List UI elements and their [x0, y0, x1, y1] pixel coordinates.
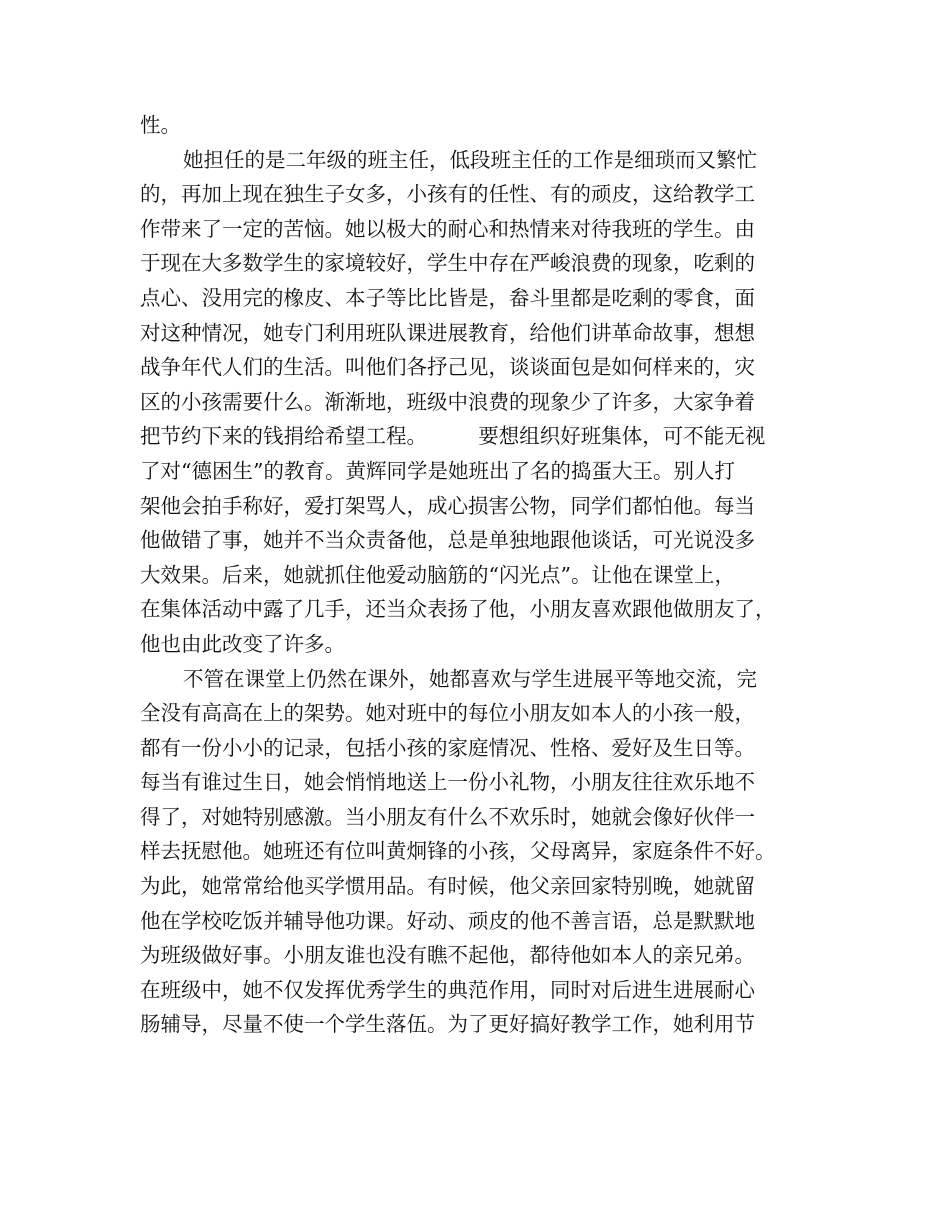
text-line: 得了，对她特别感激。当小朋友有什么不欢乐时，她就会像好伙伴一 [140, 804, 755, 829]
text-line: 的，再加上现在独生子女多，小孩有的任性、有的顽皮，这给教学工 [140, 182, 755, 207]
text-line: 他做错了事，她并不当众责备他，总是单独地跟他谈话，可光说没多 [140, 528, 755, 553]
text-line: 全没有高高在上的架势。她对班中的每位小朋友如本人的小孩一般， [140, 701, 755, 726]
text-line: 区的小孩需要什么。渐渐地，班级中浪费的现象少了许多，大家争着 [140, 389, 755, 414]
text-line: 为班级做好事。小朋友谁也没有瞧不起他，都待他如本人的亲兄弟。 [140, 943, 755, 968]
text-line: 大效果。后来，她就抓住他爱动脑筋的“闪光点”。让他在课堂上， [140, 562, 735, 587]
text-line: 于现在大多数学生的家境较好，学生中存在严峻浪费的现象，吃剩的 [140, 251, 755, 276]
text-line: 在集体活动中露了几手，还当众表扬了他，小朋友喜欢跟他做朋友了， [140, 597, 776, 622]
text-line: 他也由此改变了许多。 [140, 631, 345, 656]
text-line: 了对“德困生”的教育。黄辉同学是她班出了名的捣蛋大王。别人打 [140, 458, 735, 483]
paragraph-first-line: 不管在课堂上仍然在课外，她都喜欢与学生进展平等地交流，完 [183, 666, 757, 691]
text-line: 战争年代人们的生活。叫他们各抒己见，谈谈面包是如何样来的，灾 [140, 355, 755, 380]
text-line: 为此，她常常给他买学惯用品。有时候，他父亲回家特别晚，她就留 [140, 874, 755, 899]
text-line: 他在学校吃饭并辅导他功课。好动、顽皮的他不善言语，总是默默地 [140, 908, 755, 933]
body-text [140, 108, 830, 1042]
paragraph-first-line: 她担任的是二年级的班主任，低段班主任的工作是细琐而又繁忙 [183, 147, 757, 172]
text-line: 都有一份小小的记录，包括小孩的家庭情况、性格、爱好及生日等。 [140, 735, 755, 760]
text-line: 性。 [140, 113, 181, 137]
text-line: 点心、没用完的橡皮、本子等比比皆是，畚斗里都是吃剩的零食，面 [140, 285, 755, 310]
text-line: 架他会拍手称好，爱打架骂人，成心损害公物，同学们都怕他。每当 [140, 493, 755, 518]
text-line: 每当有谁过生日，她会悄悄地送上一份小礼物，小朋友往往欢乐地不 [140, 770, 755, 795]
text-line: 把节约下来的钱捐给希望工程。 要想组织好班集体，可不能无视 [140, 424, 766, 449]
text-line: 作带来了一定的苦恼。她以极大的耐心和热情来对待我班的学生。由 [140, 216, 755, 241]
text-line: 肠辅导，尽量不使一个学生落伍。为了更好搞好教学工作，她利用节 [140, 1012, 755, 1037]
text-line: 对这种情况，她专门利用班队课进展教育，给他们讲革命故事，想想 [140, 320, 755, 345]
text-line: 在班级中，她不仅发挥优秀学生的典范作用，同时对后进生进展耐心 [140, 977, 755, 1002]
text-line: 样去抚慰他。她班还有位叫黄炯锋的小孩，父母离异，家庭条件不好。 [140, 839, 776, 864]
